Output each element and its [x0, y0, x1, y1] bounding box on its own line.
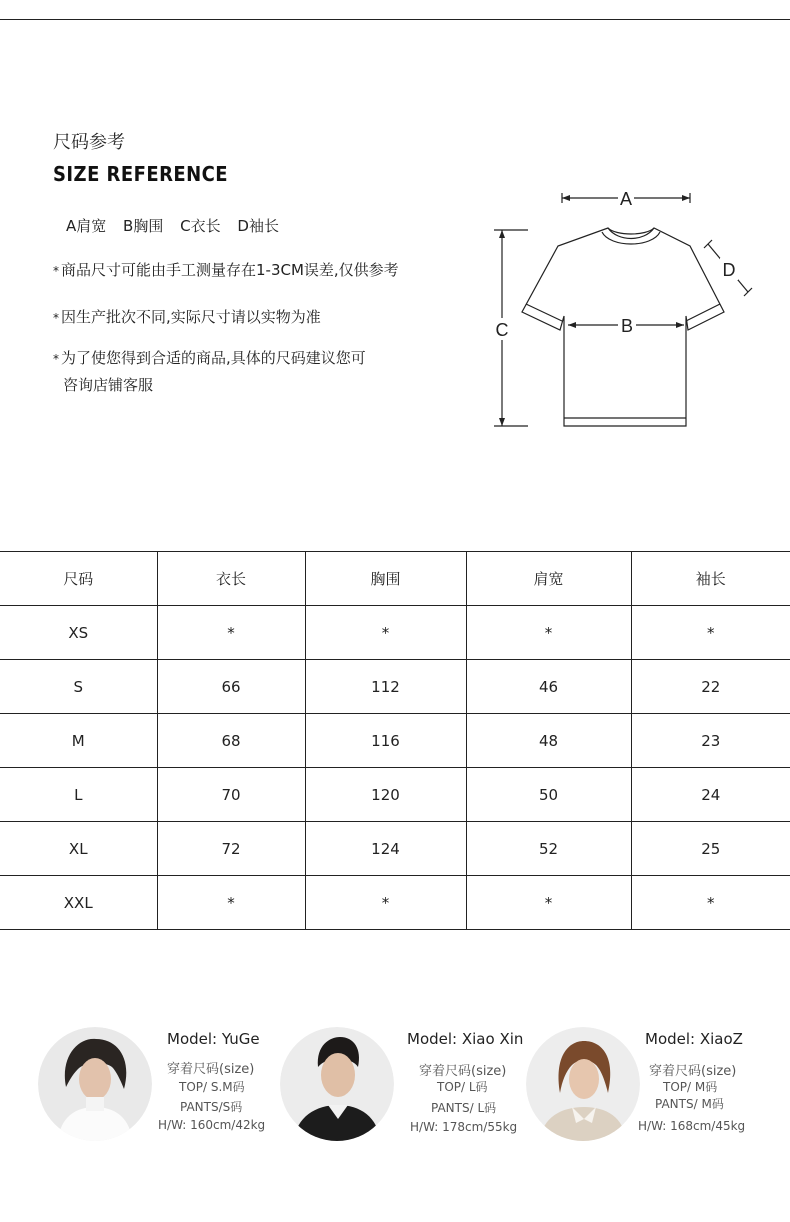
model-size-label: 穿着尺码(size)	[167, 1062, 255, 1077]
measurement-legend	[66, 215, 291, 236]
table-row: S 66 112 46 22	[0, 660, 790, 714]
model-pants-size: PANTS/S码	[180, 1100, 243, 1114]
legend-d: D袖长	[237, 217, 279, 235]
model-name: Model: YuGe	[167, 1030, 260, 1048]
table-row: L 70 120 50 24	[0, 768, 790, 822]
model-photo-xiaoz	[526, 1027, 640, 1141]
diagram-label-d: D	[722, 260, 736, 280]
diagram-label-c: C	[495, 320, 509, 340]
model-size-label: 穿着尺码(size)	[419, 1064, 507, 1079]
page-title-cn: 尺码参考	[53, 132, 125, 153]
model-top-size: TOP/ M码	[663, 1080, 718, 1094]
note-2: * 因生产批次不同,实际尺寸请以实物为准	[53, 308, 321, 326]
model-top-size: TOP/ S.M码	[179, 1080, 245, 1094]
tshirt-measurement-diagram	[490, 180, 760, 440]
model-photo-xiaoxin	[280, 1027, 394, 1141]
model-size-label: 穿着尺码(size)	[649, 1064, 737, 1079]
header-shoulder: 肩宽	[466, 552, 631, 606]
header-length: 衣长	[157, 552, 305, 606]
note-1: * 商品尺寸可能由手工测量存在1-3CM误差,仅供参考	[53, 261, 399, 279]
model-card-yuge	[38, 1025, 288, 1145]
model-card-xiaoxin	[280, 1025, 540, 1145]
top-divider	[0, 19, 790, 20]
model-height-weight: H/W: 168cm/45kg	[638, 1119, 746, 1133]
model-height-weight: H/W: 178cm/55kg	[410, 1120, 518, 1134]
model-height-weight: H/W: 160cm/42kg	[158, 1118, 266, 1132]
header-chest: 胸围	[305, 552, 466, 606]
legend-a: A肩宽	[66, 217, 107, 235]
table-header-row	[0, 552, 790, 606]
table-row: XS * * * *	[0, 606, 790, 660]
header-sleeve: 袖长	[631, 552, 790, 606]
model-name: Model: Xiao Xin	[407, 1030, 524, 1048]
note-3: * 为了使您得到合适的商品,具体的尺码建议您可 咨询店铺客服	[53, 349, 366, 394]
header-size: 尺码	[0, 552, 157, 606]
table-row: XL 72 124 52 25	[0, 822, 790, 876]
size-table	[0, 551, 790, 930]
model-pants-size: PANTS/ M码	[655, 1097, 724, 1111]
model-photo-yuge	[38, 1027, 152, 1141]
model-top-size: TOP/ L码	[437, 1080, 488, 1094]
model-name: Model: XiaoZ	[645, 1030, 743, 1048]
page-title-en: SIZE REFERENCE	[53, 162, 229, 186]
table-row: XXL * * * *	[0, 876, 790, 930]
diagram-label-a: A	[619, 189, 633, 209]
diagram-label-b: B	[620, 316, 634, 336]
legend-c: C衣长	[180, 217, 221, 235]
legend-b: B胸围	[123, 217, 164, 235]
model-card-xiaoz	[526, 1025, 790, 1145]
model-pants-size: PANTS/ L码	[431, 1101, 497, 1115]
table-row: M 68 116 48 23	[0, 714, 790, 768]
